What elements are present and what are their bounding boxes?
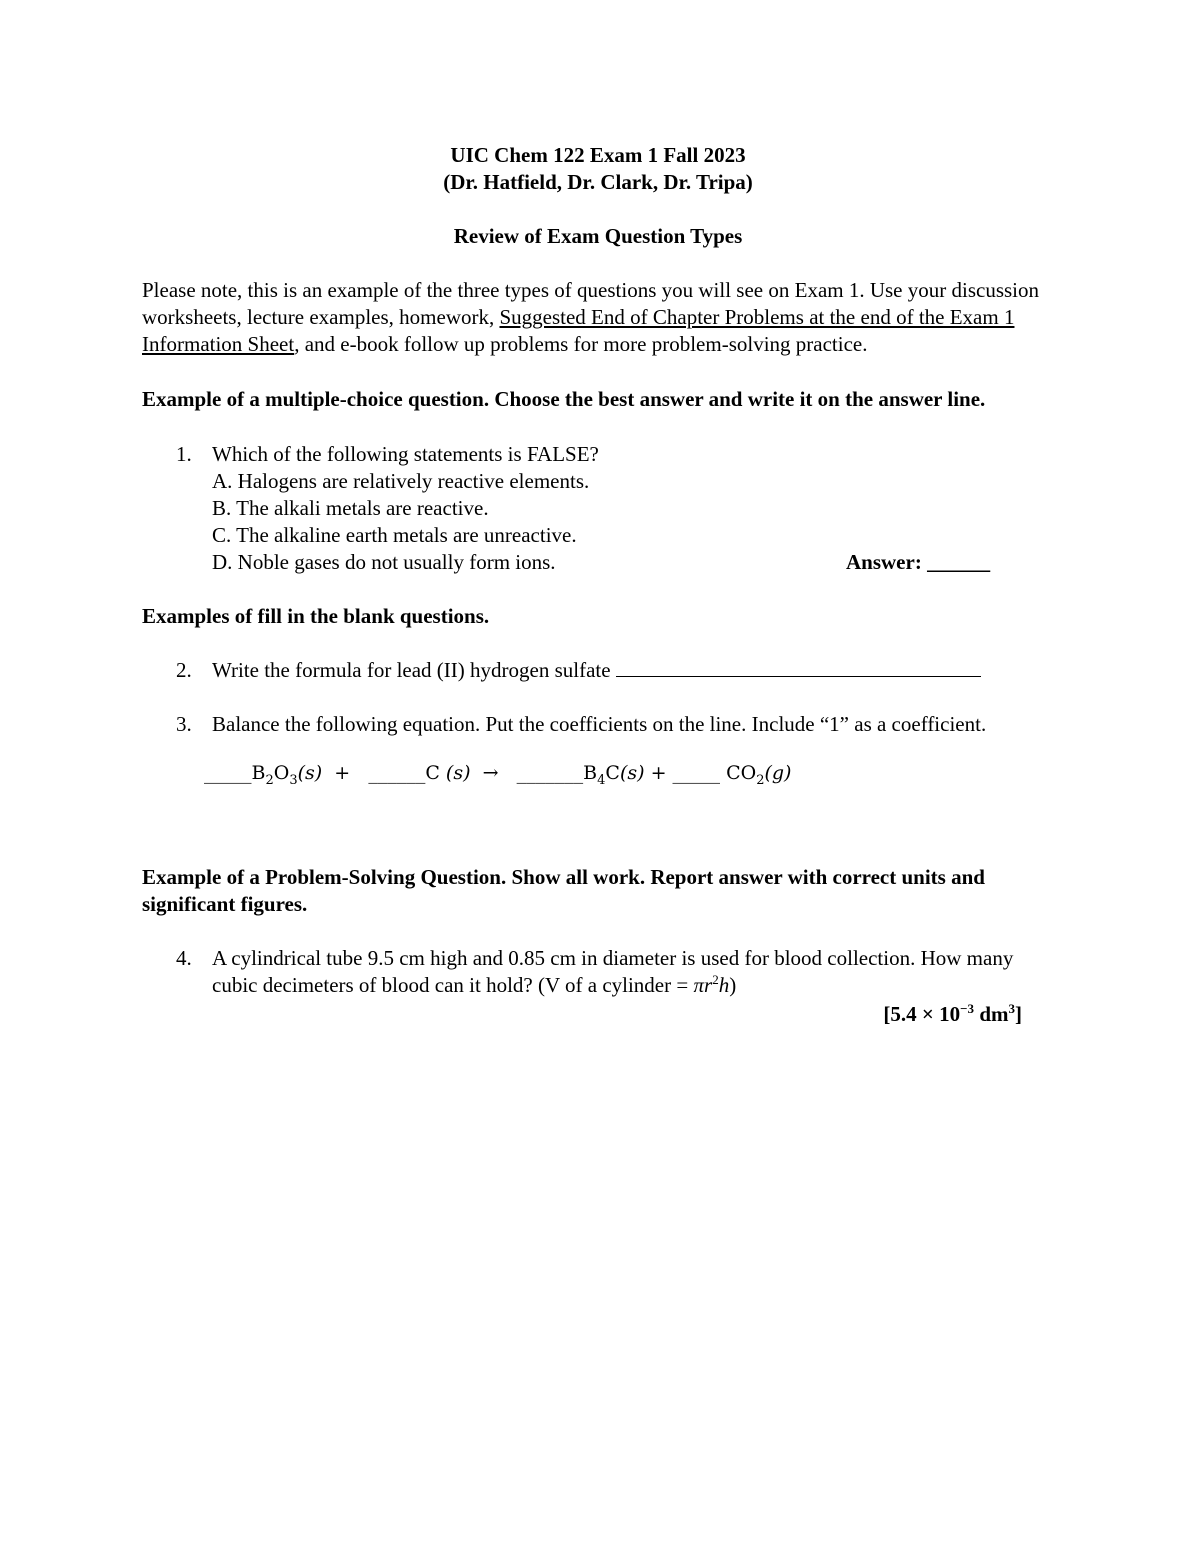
state-label: (s): [297, 762, 323, 784]
formula-close: ): [729, 973, 737, 997]
intro-text-1: Please note, this is an example of the three types of questions you will see on Exam 1. Use your discussion worksheets, lecture examples, homework,: [142, 278, 1040, 329]
choice-c: C. The alkaline earth metals are unreactive.: [212, 523, 577, 547]
page-title: UIC Chem 122 Exam 1 Fall 2023: [450, 143, 746, 167]
intro-paragraph: [142, 277, 1054, 358]
coefficient-blank-4[interactable]: _____: [672, 762, 721, 784]
result-unit-exponent: 3: [1008, 1001, 1015, 1016]
subscript: 3: [289, 772, 298, 788]
question-number: 2.: [176, 658, 192, 682]
answer-line[interactable]: [846, 549, 990, 576]
choice-b: B. The alkali metals are reactive.: [212, 496, 489, 520]
species-c: C: [605, 762, 620, 784]
coefficient-blank-1[interactable]: _____: [204, 762, 252, 784]
document-page: [142, 142, 1054, 1028]
intro-text-2: , and e-book follow up problems for more problem-solving practice.: [294, 332, 868, 356]
mc-section-heading: Example of a multiple-choice question. Choose the best answer and write it on the answer line.: [142, 387, 986, 411]
result-unit: dm: [974, 1002, 1009, 1026]
species-b: B: [583, 762, 598, 784]
answer-label: Answer:: [846, 550, 922, 574]
instructors-line: (Dr. Hatfield, Dr. Clark, Dr. Tripa): [443, 170, 753, 194]
formula-pi: π: [693, 973, 704, 997]
result-close: ]: [1015, 1002, 1022, 1026]
question-number: 1.: [176, 442, 192, 466]
species-c: C: [425, 762, 440, 784]
plus-sign: +: [334, 762, 351, 784]
question-text: Write the formula for lead (II) hydrogen sulfate: [212, 658, 616, 682]
result-value: [5.4 × 10: [883, 1002, 961, 1026]
coefficient-blank-2[interactable]: ______: [368, 762, 426, 784]
species-o: O: [273, 762, 290, 784]
state-label: (g): [764, 762, 792, 784]
choice-d-text: D. Noble gases do not usually form ions.: [212, 550, 556, 574]
formula-exponent: 2: [712, 972, 719, 987]
chemical-equation: [204, 760, 1054, 787]
info-sheet-link[interactable]: Suggested End of Chapter Problems at the end of the Exam 1 Information Sheet: [142, 305, 1015, 356]
state-label: (s): [445, 762, 471, 784]
subscript: 4: [597, 772, 606, 788]
document-header: [142, 142, 1054, 196]
species-b: B: [251, 762, 266, 784]
subscript: 2: [756, 772, 765, 788]
formula-answer-blank[interactable]: [616, 658, 981, 677]
question-number: 3.: [176, 712, 192, 736]
question-text: Balance the following equation. Put the coefficients on the line. Include “1” as a coefficient.: [212, 712, 987, 736]
formula-r: r: [704, 973, 713, 997]
question-number: 4.: [176, 946, 192, 970]
choice-d: [212, 549, 1054, 576]
answer-result: [142, 1001, 1054, 1028]
question-text: A cylindrical tube 9.5 cm high and 0.85 cm in diameter is used for blood collection. How many cubic decimeters of blood can it hold? (V of a cylinder =: [212, 946, 1014, 997]
result-exponent: −3: [960, 1001, 975, 1016]
question-2: [142, 657, 1054, 684]
answer-blank: ______: [927, 550, 991, 574]
question-text: Which of the following statements is FALSE?: [212, 442, 599, 466]
choice-a: A. Halogens are relatively reactive elements.: [212, 469, 590, 493]
reaction-arrow: →: [482, 762, 499, 784]
state-label: (s): [619, 762, 645, 784]
species-co: CO: [726, 762, 757, 784]
problem-solving-heading: Example of a Problem-Solving Question. Show all work. Report answer with correct units and significant figures.: [142, 865, 985, 916]
plus-sign: +: [650, 762, 667, 784]
coefficient-blank-3[interactable]: _______: [516, 762, 584, 784]
subscript: 2: [265, 772, 274, 788]
formula-h: h: [718, 973, 730, 997]
page-subtitle: Review of Exam Question Types: [453, 224, 743, 248]
fill-section-heading: Examples of fill in the blank questions.: [142, 604, 490, 628]
question-4: [142, 945, 1054, 999]
question-3: [142, 711, 1054, 738]
question-1: [142, 441, 1054, 576]
